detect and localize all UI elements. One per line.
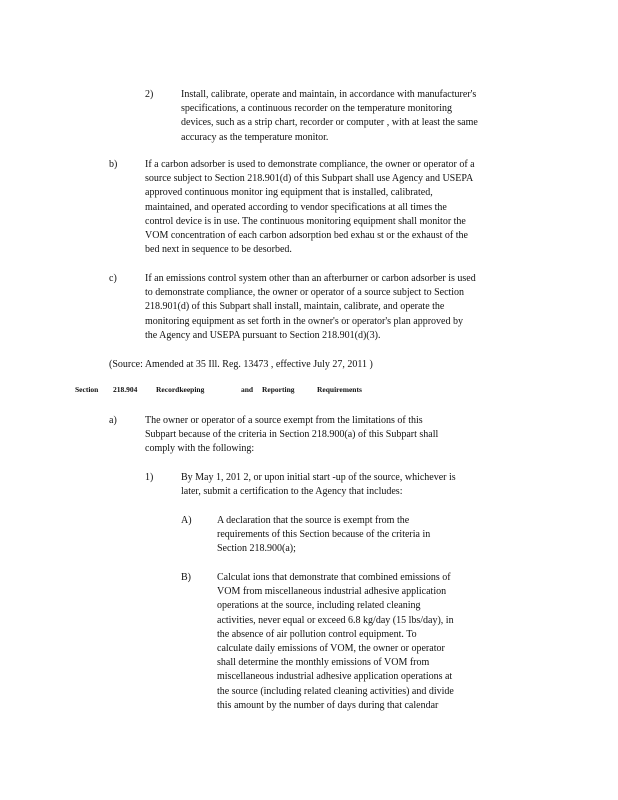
text-line: By May 1, 201 2, or upon initial start -up of the source, whichever is	[181, 472, 456, 483]
text-line: control device is in use. The continuous monitoring equipment shall monitor the	[145, 215, 466, 227]
source-note	[109, 358, 373, 372]
section-title-word: Recordkeeping	[156, 385, 205, 394]
item-2-text	[181, 88, 478, 145]
text-line: 218.901(d) of this Subpart shall install, maintain, calibrate, and operate the	[145, 301, 445, 313]
text-line: bed next in sequence to be desorbed.	[145, 244, 292, 256]
text-line: shall determine the monthly emissions of VOM from	[217, 657, 430, 669]
text-line: the absence of air pollution control equipment. To	[217, 628, 417, 640]
item-a1-label: 1)	[145, 472, 154, 483]
text-line: If a carbon adsorber is used to demonstrate compliance, the owner or operator of a	[145, 159, 475, 170]
item-b-label: b)	[109, 159, 118, 170]
text-line: calculate daily emissions of VOM, the owner or operator	[217, 643, 445, 655]
text-line: If an emissions control system other than an afterburner or carbon adsorber is used	[145, 273, 476, 284]
item-2-label: 2)	[145, 89, 154, 100]
item-c-text	[145, 272, 476, 343]
text-line: Subpart because of the criteria in Section 218.900(a) of this Subpart shall	[145, 429, 439, 441]
text-line: to demonstrate compliance, the owner or operator of a source subject to Section	[145, 287, 465, 299]
item-a-text	[145, 414, 438, 457]
text-line: accuracy as the temperature monitor.	[181, 131, 329, 143]
section-title-word: and	[241, 385, 254, 394]
section-title-word: Requirements	[317, 385, 362, 394]
text-line: operations at the source, including related cleaning	[217, 600, 421, 612]
text-line: approved continuous monitor ing equipment that is installed, calibrated,	[145, 187, 433, 199]
text-line: the Agency and USEPA pursuant to Section 218.901(d)(3).	[145, 329, 381, 341]
text-line: devices, such as a strip chart, recorder or computer , with at least the same	[181, 117, 478, 129]
text-line: requirements of this Section because of the criteria in	[217, 529, 431, 541]
text-line: monitoring equipment as set forth in the owner's or operator's plan approved by	[145, 315, 463, 327]
text-line: this amount by the number of days during that calendar	[217, 699, 439, 711]
item-B-label: B)	[181, 572, 191, 583]
text-line: The owner or operator of a source exempt from the limitations of this	[145, 415, 423, 426]
text-line: activities, never equal or exceed 6.8 kg/day (15 lbs/day), in	[217, 614, 454, 626]
text-line: Calculat ions that demonstrate that combined emissions of	[217, 572, 451, 583]
section-number: 218.904	[113, 385, 138, 394]
item-a-label: a)	[109, 415, 117, 426]
item-c-label: c)	[109, 273, 117, 284]
text-line: specifications, a continuous recorder on the temperature monitoring	[181, 103, 453, 115]
section-title-word: Reporting	[262, 385, 295, 394]
item-a1-text	[181, 471, 456, 499]
item-b-text	[145, 158, 475, 257]
source-note-text: (Source: Amended at 35 Ill. Reg. 13473 , effective July 27, 2011 )	[109, 359, 373, 370]
text-line: source subject to Section 218.901(d) of this Subpart shall use Agency and USEPA	[145, 173, 474, 185]
text-line: comply with the following:	[145, 443, 255, 455]
section-label: Section	[75, 385, 99, 394]
item-B-text	[217, 571, 454, 713]
text-line: A declaration that the source is exempt from the	[217, 515, 410, 526]
text-line: Section 218.900(a);	[217, 543, 296, 555]
item-A-label: A)	[181, 515, 192, 526]
text-line: maintained, and operated according to vendor specifications at all times the	[145, 201, 447, 213]
text-line: the source (including related cleaning activities) and divide	[217, 685, 454, 697]
text-line: VOM concentration of each carbon adsorption bed exhau st or the exhaust of the	[145, 230, 468, 242]
text-line: later, submit a certification to the Agency that includes:	[181, 486, 403, 498]
text-line: VOM from miscellaneous industrial adhesive application	[217, 586, 447, 598]
text-line: miscellaneous industrial adhesive application operations at	[217, 671, 453, 683]
item-A-text	[217, 514, 430, 557]
text-line: Install, calibrate, operate and maintain, in accordance with manufacturer's	[181, 89, 477, 100]
